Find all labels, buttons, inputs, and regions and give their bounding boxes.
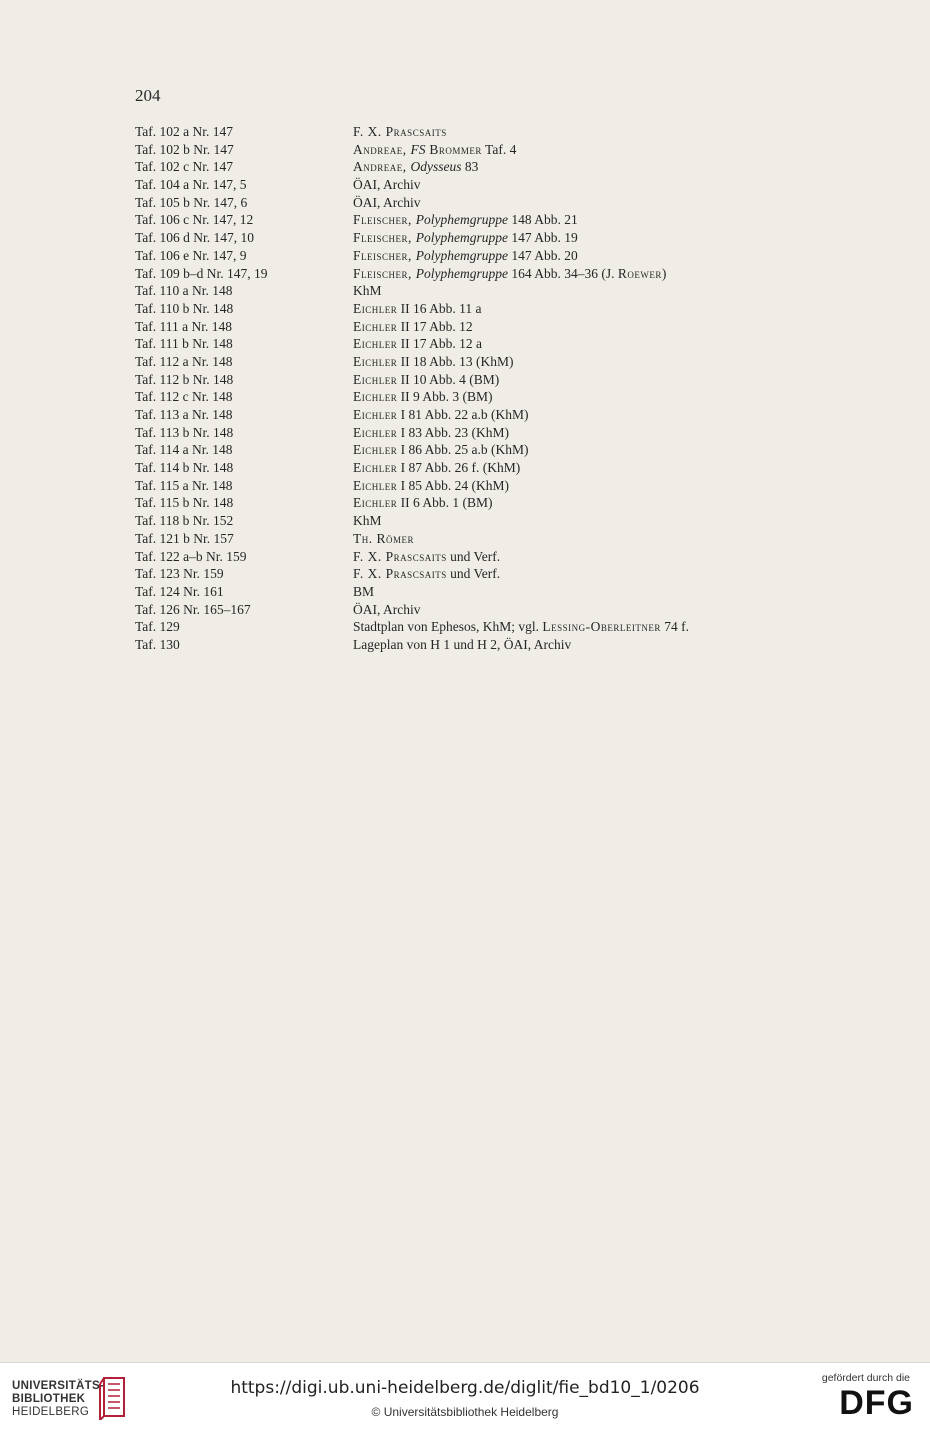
credit-row (135, 283, 855, 301)
credit-text: Lageplan von H 1 und H 2, ÖAI, Archiv (353, 636, 572, 652)
logo-line: HEIDELBERG (12, 1406, 90, 1418)
credit-text: I 81 Abb. 22 a.b (KhM) (397, 407, 529, 422)
credit-text: Fleischer, (353, 212, 416, 228)
credit-text: 148 Abb. 21 (508, 212, 578, 228)
credit-text: II 10 Abb. 4 (BM) (397, 371, 500, 387)
credit-text: II 17 Abb. 12 (397, 318, 473, 334)
credit-row (135, 549, 855, 567)
photo-credit (353, 425, 509, 441)
credit-text: F. X. Prascsaits (353, 566, 447, 582)
photo-credit (353, 336, 482, 352)
credit-row (135, 513, 855, 531)
credit-text: Eichler (353, 460, 398, 476)
credit-text: Polyphemgruppe (415, 230, 508, 246)
credit-text: KhM (353, 513, 382, 529)
credit-text: Eichler (353, 407, 398, 422)
credit-row (135, 230, 855, 248)
plate-reference: Taf. 113 a Nr. 148 (135, 407, 233, 422)
credit-row (135, 266, 855, 284)
credit-row (135, 177, 855, 195)
credit-row (135, 354, 855, 372)
photo-credit (353, 230, 578, 246)
credit-text: ) (661, 265, 667, 281)
credit-row (135, 319, 855, 337)
credit-text: und Verf. (446, 548, 501, 564)
plate-reference: Taf. 129 (135, 619, 180, 635)
credit-text: Lessing-Oberleitner (542, 619, 661, 635)
plate-reference: Taf. 109 b–d Nr. 147, 19 (135, 265, 268, 281)
credit-row (135, 531, 855, 549)
credit-text: BM (353, 583, 375, 599)
photo-credit (353, 212, 578, 228)
logo-line: BIBLIOTHEK (12, 1393, 86, 1405)
photo-credit (353, 372, 499, 388)
credit-row (135, 372, 855, 390)
credit-text: Andreae, (353, 159, 411, 175)
photo-credit (353, 478, 509, 494)
credit-text: Eichler (353, 389, 398, 405)
plate-reference: Taf. 114 b Nr. 148 (135, 460, 234, 476)
credit-text: Eichler (353, 442, 398, 458)
credit-text: 164 Abb. 34–36 (J. (508, 265, 618, 281)
plate-reference: Taf. 115 a Nr. 148 (135, 477, 233, 493)
plate-reference: Taf. 102 a Nr. 147 (135, 124, 234, 139)
credit-text: und Verf. (446, 566, 501, 582)
plate-reference: Taf. 114 a Nr. 148 (135, 442, 233, 458)
credit-text: Polyphemgruppe (415, 212, 508, 228)
credit-text: 74 f. (660, 619, 689, 635)
credit-text: Eichler (353, 318, 398, 334)
photo-credit (353, 195, 421, 211)
credit-text: 147 Abb. 20 (508, 247, 578, 263)
credit-text: II 17 Abb. 12 a (397, 336, 482, 352)
credit-text: ÖAI, Archiv (353, 194, 421, 210)
photo-credit (353, 495, 493, 511)
photo-credit (353, 301, 482, 317)
photo-credit (353, 283, 382, 299)
plate-reference: Taf. 110 b Nr. 148 (135, 300, 234, 316)
plate-reference: Taf. 102 b Nr. 147 (135, 141, 234, 157)
photo-credit (353, 460, 520, 476)
photo-credit (353, 602, 421, 618)
plate-reference: Taf. 112 a Nr. 148 (135, 353, 233, 369)
page-number: 204 (135, 86, 161, 105)
photo-credit (353, 248, 578, 264)
credit-text: Fleischer, (353, 247, 416, 263)
credit-row (135, 495, 855, 513)
credit-row (135, 195, 855, 213)
credit-text: 83 (461, 159, 479, 175)
photo-credit (353, 159, 478, 175)
credit-row (135, 336, 855, 354)
plate-reference: Taf. 124 Nr. 161 (135, 583, 224, 599)
photo-credit (353, 566, 500, 582)
credit-text: Eichler (353, 300, 398, 316)
credit-text: 147 Abb. 19 (508, 230, 578, 246)
photo-credit (353, 407, 529, 423)
plate-reference: Taf. 122 a–b Nr. 159 (135, 548, 247, 564)
plate-reference: Taf. 106 e Nr. 147, 9 (135, 247, 247, 263)
plate-reference: Taf. 115 b Nr. 148 (135, 495, 234, 511)
credit-text: FS (410, 141, 426, 157)
photo-credit (353, 124, 447, 140)
credit-text: Andreae, (353, 141, 411, 157)
dfg-logo[interactable]: DFG (839, 1384, 914, 1422)
credit-text: I 83 Abb. 23 (KhM) (397, 424, 509, 440)
page-url-link[interactable]: https://digi.ub.uni-heidelberg.de/diglit/fie_bd10_1/0206 (230, 1378, 700, 1398)
photo-credit (353, 584, 374, 600)
credit-text: Eichler (353, 477, 398, 493)
photo-credit (353, 354, 514, 370)
credit-row (135, 407, 855, 425)
copyright-text: © Universitätsbibliothek Heidelberg (371, 1405, 559, 1419)
photo-credit (353, 319, 473, 335)
credit-row (135, 389, 855, 407)
plate-reference: Taf. 121 b Nr. 157 (135, 530, 234, 546)
credit-text: Eichler (353, 424, 398, 440)
credit-text: I 85 Abb. 24 (KhM) (397, 477, 509, 493)
credit-text: ÖAI, Archiv (353, 601, 421, 617)
credit-row (135, 159, 855, 177)
credit-text: I 87 Abb. 26 f. (KhM) (397, 460, 521, 476)
plate-reference: Taf. 111 b Nr. 148 (135, 336, 233, 352)
credit-row (135, 442, 855, 460)
credit-text: Roewer (617, 265, 662, 281)
plate-reference: Taf. 112 c Nr. 148 (135, 389, 233, 405)
credit-text: II 6 Abb. 1 (BM) (397, 495, 493, 511)
credit-row (135, 142, 855, 160)
photo-credit (353, 637, 571, 653)
photo-credits-list (135, 124, 855, 655)
credit-row (135, 460, 855, 478)
credit-text: Eichler (353, 336, 398, 352)
plate-reference: Taf. 123 Nr. 159 (135, 566, 224, 582)
plate-reference: Taf. 104 a Nr. 147, 5 (135, 177, 247, 193)
credit-text: Eichler (353, 353, 398, 369)
credit-row (135, 637, 855, 655)
plate-reference: Taf. 111 a Nr. 148 (135, 318, 233, 334)
credit-text: Eichler (353, 495, 398, 511)
photo-credit (353, 513, 382, 529)
credit-text: II 16 Abb. 11 a (397, 300, 482, 316)
photo-credit (353, 177, 421, 193)
credit-text: Polyphemgruppe (415, 265, 508, 281)
plate-reference: Taf. 112 b Nr. 148 (135, 371, 234, 387)
credit-text: Fleischer, (353, 265, 416, 281)
credit-row (135, 248, 855, 266)
credit-text: Taf. 4 (481, 141, 517, 157)
credit-row (135, 212, 855, 230)
logo-line: UNIVERSITÄTS- (12, 1380, 105, 1392)
credit-text: II 9 Abb. 3 (BM) (397, 389, 493, 405)
photo-credit (353, 549, 500, 565)
photo-credit (353, 389, 493, 405)
credit-row (135, 619, 855, 637)
credit-text: Th. Römer (353, 530, 415, 546)
credit-text: I 86 Abb. 25 a.b (KhM) (397, 442, 529, 458)
credit-text: F. X. Prascsaits (353, 548, 447, 564)
plate-reference: Taf. 110 a Nr. 148 (135, 283, 233, 299)
credit-row (135, 566, 855, 584)
credit-text: Odysseus (410, 159, 462, 175)
credit-text: Fleischer, (353, 230, 416, 246)
credit-row (135, 425, 855, 443)
plate-reference: Taf. 106 d Nr. 147, 10 (135, 230, 255, 246)
photo-credit (353, 442, 529, 458)
credit-text: Eichler (353, 371, 398, 387)
credit-row (135, 124, 855, 142)
plate-reference: Taf. 126 Nr. 165–167 (135, 601, 251, 617)
photo-credit (353, 619, 689, 635)
credit-text: Polyphemgruppe (415, 247, 508, 263)
plate-reference: Taf. 118 b Nr. 152 (135, 513, 234, 529)
plate-reference: Taf. 106 c Nr. 147, 12 (135, 212, 254, 228)
credit-text: II 18 Abb. 13 (KhM) (397, 353, 514, 369)
credit-text: Stadtplan von Ephesos, KhM; vgl. (353, 619, 543, 635)
photo-credit (353, 266, 666, 282)
plate-reference: Taf. 113 b Nr. 148 (135, 424, 234, 440)
credit-row (135, 478, 855, 496)
credit-text: KhM (353, 283, 382, 299)
photo-credit (353, 531, 414, 547)
credit-text: ÖAI, Archiv (353, 177, 421, 193)
plate-reference: Taf. 105 b Nr. 147, 6 (135, 194, 248, 210)
credit-text: F. X. Prascsaits (353, 124, 447, 139)
credit-row (135, 602, 855, 620)
credit-row (135, 301, 855, 319)
photo-credit (353, 142, 516, 158)
credit-row (135, 584, 855, 602)
plate-reference: Taf. 102 c Nr. 147 (135, 159, 234, 175)
credit-text: Brommer (425, 141, 482, 157)
plate-reference: Taf. 130 (135, 636, 180, 652)
funded-by-caption: gefördert durch die (821, 1372, 910, 1384)
